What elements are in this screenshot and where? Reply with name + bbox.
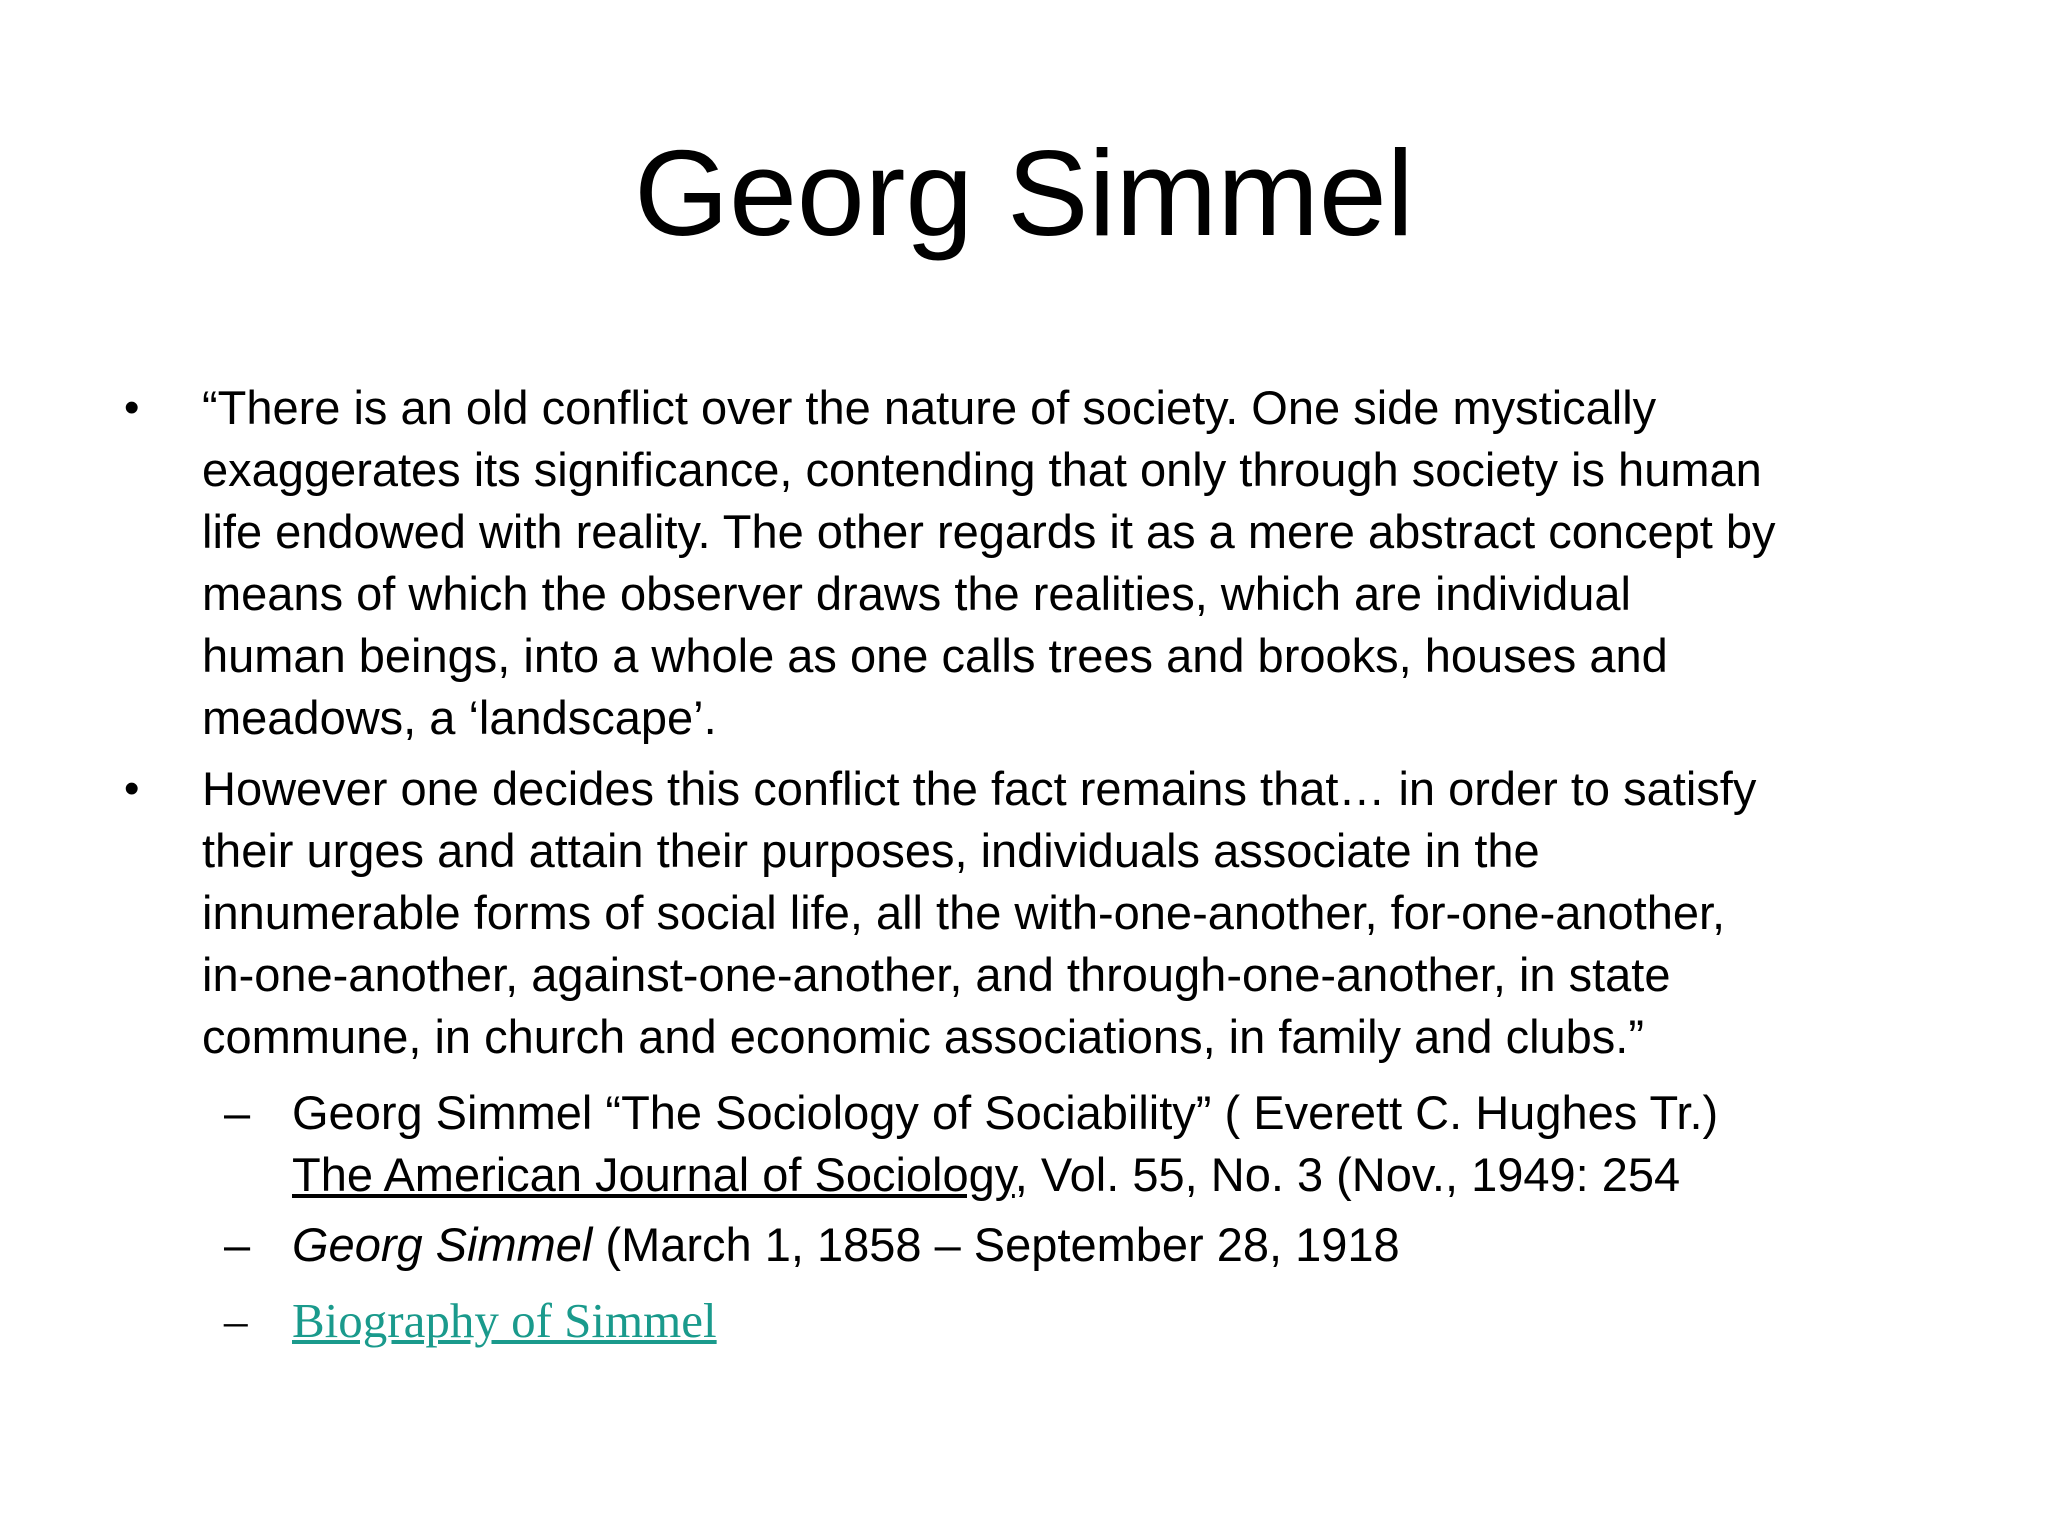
bullet-text bbox=[202, 377, 1962, 749]
citation-details: , Vol. 55, No. 3 (Nov., 1949: 254 bbox=[1014, 1148, 1681, 1201]
sub-dash: – bbox=[224, 1295, 248, 1347]
sub-dash: – bbox=[224, 1086, 251, 1139]
citation-line-1: Georg Simmel “The Sociology of Sociability” ( Everett C. Hughes Tr.) bbox=[292, 1086, 1719, 1139]
text-line: life endowed with reality. The other regards it as a mere abstract concept by bbox=[202, 505, 1776, 558]
lifespan-name: Georg Simmel bbox=[292, 1218, 593, 1271]
text-line: human beings, into a whole as one calls trees and brooks, houses and bbox=[202, 629, 1668, 682]
bullet-dot: • bbox=[124, 383, 140, 432]
lifespan-text bbox=[292, 1214, 1992, 1276]
sub-dash: – bbox=[224, 1218, 251, 1271]
bullet-dot: • bbox=[124, 764, 140, 813]
text-line: in-one-another, against-one-another, and through-one-another, in state bbox=[202, 948, 1671, 1001]
text-line: “There is an old conflict over the nature of society. One side mystically bbox=[202, 381, 1657, 434]
slide-title: Georg Simmel bbox=[634, 125, 1414, 261]
text-line: However one decides this conflict the fact remains that… in order to satisfy bbox=[202, 762, 1757, 815]
bullet-text bbox=[202, 758, 1962, 1068]
citation-text bbox=[292, 1082, 1992, 1206]
text-line: means of which the observer draws the realities, which are individual bbox=[202, 567, 1631, 620]
text-line: commune, in church and economic associations, in family and clubs.” bbox=[202, 1010, 1645, 1063]
text-line: meadows, a ‘landscape’. bbox=[202, 691, 717, 744]
text-line: exaggerates its significance, contending that only through society is human bbox=[202, 443, 1762, 496]
text-line: their urges and attain their purposes, individuals associate in the bbox=[202, 824, 1540, 877]
lifespan-dates: (March 1, 1858 – September 28, 1918 bbox=[592, 1218, 1400, 1271]
citation-line-2 bbox=[292, 1144, 1992, 1206]
journal-title: The American Journal of Sociology bbox=[292, 1148, 1015, 1201]
biography-link[interactable]: Biography of Simmel bbox=[292, 1293, 717, 1348]
lifespan-line bbox=[292, 1214, 1992, 1276]
text-line: innumerable forms of social life, all the with-one-another, for-one-another, bbox=[202, 886, 1726, 939]
